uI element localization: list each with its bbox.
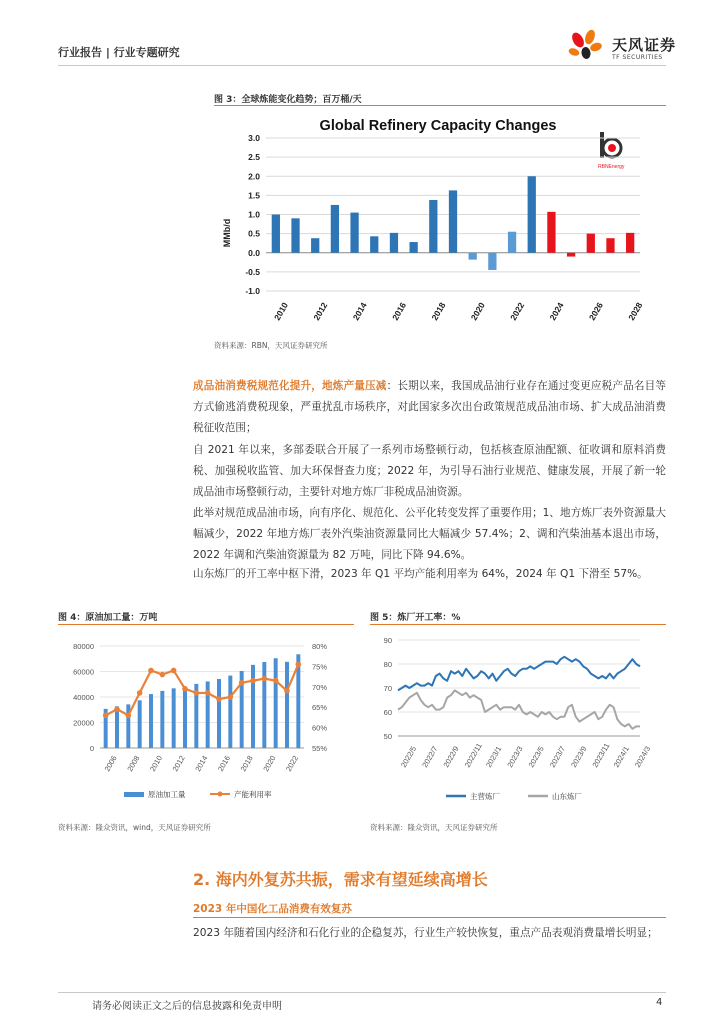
fig4-point bbox=[296, 662, 302, 668]
fig5-legend-main-label: 主营炼厂 bbox=[470, 792, 500, 801]
fig4-bar bbox=[228, 676, 232, 748]
fig4-left-ytick: 0 bbox=[89, 744, 94, 753]
fig5-caption: 图 5：炼厂开工率：% bbox=[370, 613, 461, 623]
logo-icon bbox=[566, 28, 608, 62]
fig4-bar bbox=[138, 700, 142, 748]
fig4-chart bbox=[58, 630, 354, 806]
fig4-right-ytick: 60% bbox=[312, 723, 328, 733]
fig3-bar bbox=[508, 232, 516, 253]
fig3-bar bbox=[350, 213, 358, 253]
fig5-xtick: 2024/1 bbox=[611, 744, 631, 769]
fig4-point bbox=[137, 690, 143, 696]
fig4-bar bbox=[274, 658, 278, 748]
fig3-bar bbox=[291, 218, 299, 252]
fig4-bar bbox=[217, 679, 221, 748]
fig4-point bbox=[262, 676, 268, 682]
fig3-bar bbox=[390, 233, 398, 253]
fig5-xtick: 2024/3 bbox=[632, 744, 653, 769]
fig3-bar bbox=[429, 200, 437, 253]
fig4-xtick: 2016 bbox=[215, 754, 233, 773]
fig4-bar bbox=[172, 688, 176, 748]
fig4-source: 资料来源：隆众资讯，wind，天风证券研究所 bbox=[58, 823, 211, 832]
fig4-legend-bar-swatch bbox=[124, 792, 144, 797]
fig4-right-ytick: 80% bbox=[312, 642, 328, 651]
fig3-xtick: 2018 bbox=[429, 300, 448, 322]
fig4-right-ytick: 65% bbox=[312, 703, 328, 713]
paragraph-4: 山东炼厂的开工率中枢下滑，2023 年 Q1 平均产能利用率为 64%，2024 年 Q1 下滑至 57%。 bbox=[193, 568, 648, 580]
fig4-xtick: 2020 bbox=[261, 754, 278, 773]
rbn-logo-text: RBNEnergy bbox=[598, 164, 625, 170]
fig3-xtick: 2016 bbox=[390, 300, 409, 322]
fig3-bar bbox=[567, 253, 575, 257]
fig5-ytick: 70 bbox=[383, 684, 392, 693]
fig3-bar bbox=[311, 238, 319, 253]
fig3-ytick: 0.5 bbox=[248, 228, 260, 239]
fig4-bar bbox=[251, 665, 255, 748]
fig3-xtick: 2028 bbox=[626, 300, 645, 322]
fig4-bar bbox=[160, 691, 164, 748]
paragraph-1-highlight: 成品油消费税规范化提升，地炼产量压减 bbox=[193, 380, 387, 392]
paragraph-3: 此举对规范成品油市场，向有序化、规范化、公平化转变发挥了重要作用；1、地方炼厂表外资源量大幅减少，2022 年地方炼厂表外汽柴油资源量同比大幅减少 57.4%；2、调和汽柴油基本退出市场，2022 年调和汽柴油资源量为 82 万吨，同比下降 94.6%。 bbox=[193, 507, 666, 561]
fig5-ytick: 50 bbox=[383, 732, 392, 741]
fig4-point bbox=[103, 713, 109, 719]
fig5-xtick: 2022/7 bbox=[420, 744, 440, 769]
fig4-bar bbox=[183, 687, 187, 748]
fig4-point bbox=[250, 678, 256, 684]
fig3-bar bbox=[272, 215, 280, 253]
fig3-xtick: 2012 bbox=[311, 300, 330, 322]
fig4-left-ytick: 40000 bbox=[73, 693, 94, 702]
fig4-xtick: 2018 bbox=[238, 754, 255, 773]
fig4-bar bbox=[115, 706, 119, 748]
fig4-xtick: 2022 bbox=[283, 754, 301, 773]
fig3-bar bbox=[488, 253, 496, 270]
fig3-bar bbox=[528, 176, 536, 253]
section-subtitle: 2023 年中国化工品消费有效复苏 bbox=[193, 903, 352, 915]
fig5-xtick: 2023/1 bbox=[484, 744, 504, 769]
subtitle-rule bbox=[193, 917, 666, 918]
fig4-legend-line-label: 产能利用率 bbox=[234, 790, 272, 799]
section-title: 2. 海内外复苏共振，需求有望延续高增长 bbox=[193, 870, 488, 889]
fig5-xtick: 2023/3 bbox=[505, 744, 525, 769]
fig3-xtick: 2014 bbox=[350, 300, 369, 322]
fig3-ytick: -0.5 bbox=[245, 266, 260, 277]
fig4-point bbox=[114, 706, 120, 712]
fig5-xtick: 2023/7 bbox=[547, 744, 568, 769]
fig4-left-ytick: 80000 bbox=[73, 642, 94, 651]
fig3-ytick: 0.0 bbox=[248, 247, 260, 258]
fig3-bar bbox=[370, 236, 378, 252]
fig5-ytick: 90 bbox=[383, 636, 392, 645]
fig5-series-line bbox=[398, 690, 640, 728]
fig5-source: 资料来源：隆众资讯，天风证券研究所 bbox=[370, 823, 498, 832]
fig4-point bbox=[239, 680, 245, 686]
fig4-xtick: 2008 bbox=[125, 754, 142, 773]
page-number: 4 bbox=[656, 997, 663, 1008]
fig4-point bbox=[194, 690, 200, 696]
fig4-left-ytick: 20000 bbox=[73, 718, 94, 728]
fig3-title: Global Refinery Capacity Changes bbox=[319, 118, 557, 134]
fig4-right-ytick: 70% bbox=[312, 682, 328, 692]
fig3-ytick: -1.0 bbox=[245, 286, 260, 296]
fig3-xtick: 2022 bbox=[508, 300, 527, 322]
fig4-point bbox=[228, 694, 234, 700]
fig3-chart bbox=[214, 108, 666, 334]
fig5-xtick: 2023/9 bbox=[569, 744, 589, 769]
fig5-xtick: 2022/9 bbox=[441, 744, 461, 769]
fig4-point bbox=[182, 686, 188, 692]
fig3-ytick: 3.0 bbox=[248, 133, 260, 143]
header-divider bbox=[58, 65, 666, 66]
fig4-bar bbox=[285, 662, 289, 748]
fig4-right-ytick: 75% bbox=[312, 662, 328, 672]
fig5-xtick: 2022/5 bbox=[398, 744, 419, 769]
fig3-ytick: 2.0 bbox=[248, 171, 260, 182]
fig4-point bbox=[273, 678, 279, 684]
fig4-line bbox=[106, 664, 299, 715]
fig4-caption: 图 4：原油加工量：万吨 bbox=[58, 613, 158, 623]
fig5-chart bbox=[370, 630, 666, 806]
fig5-xtick: 2022/11 bbox=[462, 741, 484, 769]
logo-subtext: TF SECURITIES bbox=[612, 54, 663, 61]
fig4-point bbox=[126, 713, 132, 719]
fig3-source: 资料来源：RBN，天风证券研究所 bbox=[214, 341, 328, 350]
fig3-bar bbox=[469, 253, 477, 260]
fig5-xtick: 2023/11 bbox=[590, 741, 612, 769]
fig3-ytick: 2.5 bbox=[248, 152, 260, 163]
fig4-point bbox=[284, 688, 290, 694]
fig3-xtick: 2020 bbox=[468, 300, 487, 322]
fig3-ytick: 1.0 bbox=[248, 209, 260, 220]
fig4-point bbox=[160, 672, 166, 678]
fig3-caption-rule bbox=[214, 105, 666, 106]
fig4-xtick: 2014 bbox=[193, 754, 210, 773]
fig3-bar bbox=[606, 238, 614, 253]
fig3-bar bbox=[587, 234, 595, 253]
section-paragraph: 2023 年随着国内经济和石化行业的企稳复苏，行业生产较快恢复，重点产品表观消费量增长明显； bbox=[193, 927, 658, 939]
paragraph-1 bbox=[193, 376, 666, 439]
fig4-point bbox=[148, 668, 154, 674]
fig4-xtick: 2012 bbox=[170, 754, 187, 773]
fig4-xtick: 2010 bbox=[147, 754, 165, 773]
fig4-point bbox=[171, 668, 177, 674]
footer-divider bbox=[58, 992, 666, 993]
fig3-caption: 图 3：全球炼能变化趋势；百万桶/天 bbox=[214, 95, 362, 105]
fig3-bar bbox=[449, 190, 457, 252]
fig5-caption-rule bbox=[370, 624, 666, 625]
fig5-xtick: 2023/5 bbox=[526, 744, 546, 769]
fig4-point bbox=[216, 696, 222, 702]
fig3-bar bbox=[547, 212, 555, 253]
fig3-bar bbox=[409, 242, 417, 253]
fig4-bar bbox=[149, 694, 153, 748]
fig4-right-ytick: 55% bbox=[312, 744, 328, 753]
paragraph-2: 自 2021 年以来，多部委联合开展了一系列市场整顿行动，包括核查原油配额、征收调和原料消费税、加强税收监管、加大环保督查力度；2022 年，为引导石油行业规范、健康发展，开展了新一轮成品油市场整顿行动，主要针对地方炼厂非税成品油资源。 bbox=[193, 444, 666, 498]
fig3-ytick: 1.5 bbox=[248, 190, 260, 201]
fig5-ytick: 80 bbox=[383, 660, 392, 669]
fig3-bar bbox=[331, 205, 339, 253]
fig3-xtick: 2026 bbox=[586, 300, 605, 322]
fig3-ylabel: MMb/d bbox=[222, 218, 232, 248]
fig5-legend-sd-label: 山东炼厂 bbox=[552, 792, 582, 801]
fig4-left-ytick: 60000 bbox=[73, 667, 94, 677]
fig4-point bbox=[205, 690, 211, 696]
fig5-ytick: 60 bbox=[383, 708, 392, 717]
fig4-xtick: 2006 bbox=[102, 754, 119, 773]
fig3-xtick: 2010 bbox=[271, 300, 291, 322]
report-category: 行业报告 | 行业专题研究 bbox=[58, 46, 180, 59]
paragraph-1-text: ：长期以来，我国成品油行业存在通过变更应税产品名目等方式偷逃消费税现象，严重扰乱市场秩序，对此国家多次出台政策规范成品油市场、扩大成品油消费税征收范围； bbox=[193, 380, 667, 434]
fig4-caption-rule bbox=[58, 624, 354, 625]
fig3-bar bbox=[626, 233, 634, 253]
logo-text: 天风证券 bbox=[612, 36, 677, 54]
footer-disclaimer: 请务必阅读正文之后的信息披露和免责申明 bbox=[92, 1001, 282, 1012]
fig4-legend-bar-label: 原油加工量 bbox=[148, 790, 186, 799]
fig4-bar bbox=[262, 662, 266, 748]
fig5-series-line bbox=[398, 657, 640, 691]
fig3-xtick: 2024 bbox=[547, 300, 566, 322]
